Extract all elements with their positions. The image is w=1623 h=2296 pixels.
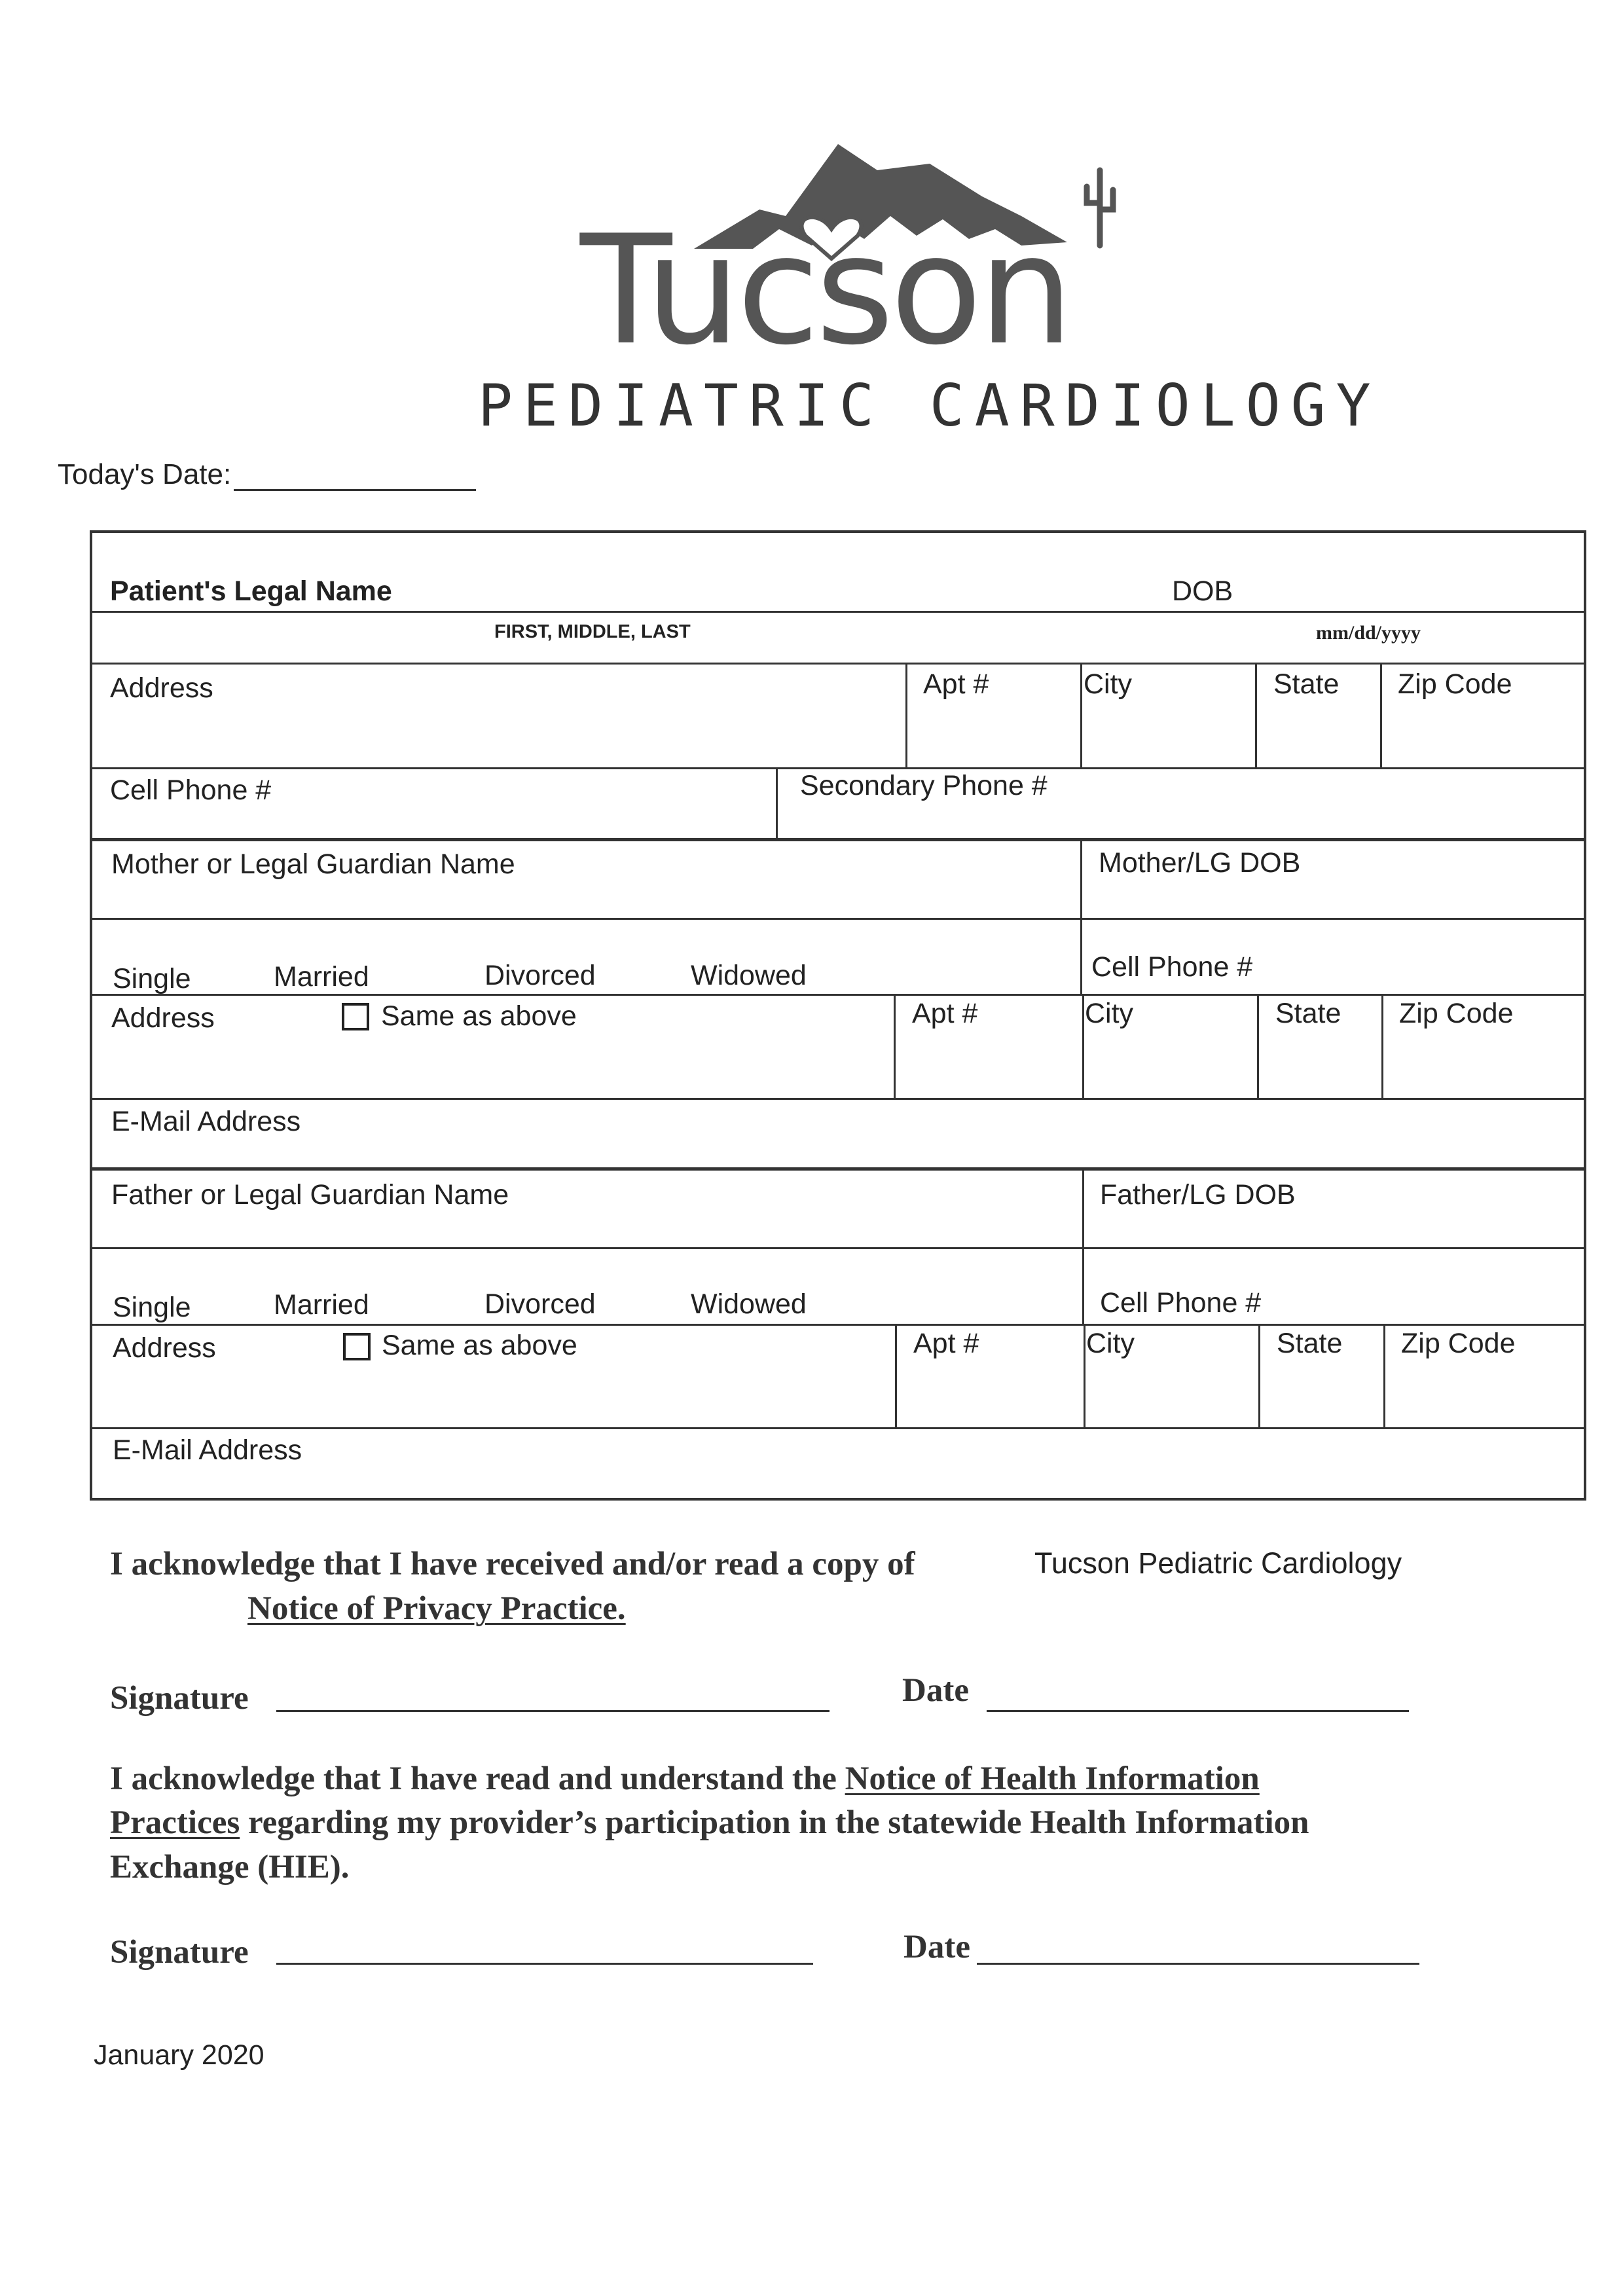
- logo-wordmark: Tucson: [579, 204, 1070, 378]
- ack2-signature-field[interactable]: [276, 1963, 813, 1965]
- logo-subtitle: PEDIATRIC CARDIOLOGY: [478, 372, 1381, 439]
- father-divorced-option[interactable]: Divorced: [484, 1288, 596, 1320]
- mother-state-field[interactable]: [1262, 1034, 1378, 1093]
- mother-city-field[interactable]: [1087, 1034, 1254, 1093]
- father-married-option[interactable]: Married: [274, 1289, 369, 1321]
- patient-secondary-phone-field[interactable]: [1074, 774, 1578, 833]
- patient-dob-label: DOB: [1172, 575, 1233, 607]
- health-info-notice-link[interactable]: Notice of Health Information: [845, 1760, 1260, 1797]
- patient-zip-label: Zip Code: [1398, 668, 1512, 700]
- ack1-date-field[interactable]: [987, 1710, 1409, 1712]
- ack2-date-field[interactable]: [977, 1963, 1419, 1965]
- mother-zip-label: Zip Code: [1399, 998, 1514, 1029]
- patient-legal-name-field[interactable]: [458, 576, 1146, 609]
- father-state-label: State: [1277, 1328, 1343, 1359]
- father-name-field[interactable]: [98, 1211, 1077, 1244]
- registration-form-table: [90, 530, 1586, 1501]
- father-same-as-above-checkbox[interactable]: [343, 1333, 371, 1360]
- mother-cell-label: Cell Phone #: [1091, 951, 1253, 983]
- patient-city-label: City: [1084, 668, 1133, 700]
- father-single-option[interactable]: Single: [113, 1292, 191, 1323]
- patient-apt-label: Apt #: [923, 668, 989, 700]
- ack2-line1-text: I acknowledge that I have read and understand the: [110, 1760, 837, 1797]
- mother-married-option[interactable]: Married: [274, 961, 369, 993]
- ack1-practice-name: Tucson Pediatric Cardiology: [1034, 1546, 1402, 1580]
- patient-name-hint: FIRST, MIDDLE, LAST: [494, 621, 691, 642]
- patient-address-label: Address: [110, 672, 213, 704]
- father-dob-label: Father/LG DOB: [1100, 1179, 1296, 1211]
- todays-date-label: Today's Date:: [58, 458, 232, 490]
- patient-legal-name-label: Patient's Legal Name: [110, 575, 392, 607]
- patient-cell-label: Cell Phone #: [110, 774, 272, 806]
- mother-apt-field[interactable]: [898, 1034, 1078, 1093]
- mother-apt-label: Apt #: [912, 998, 978, 1029]
- father-zip-field[interactable]: [1388, 1365, 1581, 1424]
- father-address-label: Address: [113, 1332, 216, 1364]
- father-email-label: E-Mail Address: [113, 1434, 302, 1466]
- mother-email-field[interactable]: [327, 1105, 1578, 1163]
- mother-widowed-option[interactable]: Widowed: [691, 960, 807, 991]
- patient-apt-field[interactable]: [910, 704, 1077, 763]
- ack1-signature-label: Signature: [110, 1680, 249, 1717]
- ack1-date-label: Date: [902, 1672, 969, 1709]
- mother-zip-field[interactable]: [1386, 1034, 1582, 1093]
- patient-address-field[interactable]: [98, 707, 900, 763]
- ack2-date-label: Date: [903, 1929, 970, 1965]
- father-apt-label: Apt #: [913, 1328, 979, 1359]
- father-dob-field[interactable]: [1088, 1211, 1579, 1244]
- mother-dob-label: Mother/LG DOB: [1099, 847, 1301, 879]
- father-email-field[interactable]: [327, 1432, 1578, 1495]
- mother-cell-field[interactable]: [1277, 951, 1578, 990]
- mother-name-field[interactable]: [98, 881, 1074, 915]
- patient-dob-hint: mm/dd/yyyy: [1316, 622, 1421, 644]
- ack2-line1: [110, 1757, 1260, 1801]
- mother-email-label: E-Mail Address: [111, 1106, 301, 1137]
- mother-address-field[interactable]: [98, 1038, 890, 1093]
- father-city-label: City: [1086, 1328, 1135, 1359]
- health-info-practices-link[interactable]: Practices: [110, 1804, 240, 1841]
- father-zip-label: Zip Code: [1401, 1328, 1516, 1359]
- father-cell-label: Cell Phone #: [1100, 1287, 1262, 1319]
- father-city-field[interactable]: [1088, 1365, 1255, 1424]
- patient-city-field[interactable]: [1085, 704, 1252, 763]
- patient-state-field[interactable]: [1260, 704, 1377, 763]
- father-address-field[interactable]: [98, 1367, 892, 1423]
- mother-address-label: Address: [111, 1002, 215, 1034]
- patient-zip-field[interactable]: [1385, 704, 1581, 763]
- patient-cell-field[interactable]: [295, 774, 766, 833]
- todays-date-row: [58, 458, 476, 491]
- ack1-text: I acknowledge that I have received and/or read a copy of: [110, 1546, 915, 1582]
- ack2-signature-label: Signature: [110, 1934, 249, 1971]
- father-name-label: Father or Legal Guardian Name: [111, 1179, 509, 1211]
- patient-state-label: State: [1273, 668, 1340, 700]
- ack2-line2-text: regarding my provider’s participation in the statewide Health Information: [247, 1804, 1309, 1841]
- father-widowed-option[interactable]: Widowed: [691, 1288, 807, 1320]
- patient-secondary-phone-label: Secondary Phone #: [800, 770, 1048, 801]
- father-cell-field[interactable]: [1283, 1283, 1578, 1321]
- mother-dob-field[interactable]: [1087, 881, 1578, 915]
- mother-same-as-above-checkbox[interactable]: [342, 1003, 369, 1030]
- father-apt-field[interactable]: [900, 1365, 1080, 1424]
- mother-divorced-option[interactable]: Divorced: [484, 960, 596, 991]
- ack2-line2: [110, 1800, 1309, 1845]
- mother-state-label: State: [1275, 998, 1341, 1029]
- ack1-signature-field[interactable]: [276, 1710, 830, 1712]
- ack2-line3: Exchange (HIE).: [110, 1849, 350, 1886]
- mother-name-label: Mother or Legal Guardian Name: [111, 848, 515, 880]
- todays-date-field[interactable]: [234, 463, 476, 491]
- father-state-field[interactable]: [1264, 1365, 1380, 1424]
- privacy-notice-link[interactable]: Notice of Privacy Practice.: [247, 1590, 626, 1627]
- mother-same-as-above-label: Same as above: [381, 1000, 577, 1032]
- patient-dob-field[interactable]: [1257, 576, 1571, 609]
- father-same-as-above-label: Same as above: [382, 1330, 577, 1361]
- mother-single-option[interactable]: Single: [113, 963, 191, 994]
- mother-city-label: City: [1085, 998, 1134, 1029]
- revision-date: January 2020: [94, 2039, 264, 2071]
